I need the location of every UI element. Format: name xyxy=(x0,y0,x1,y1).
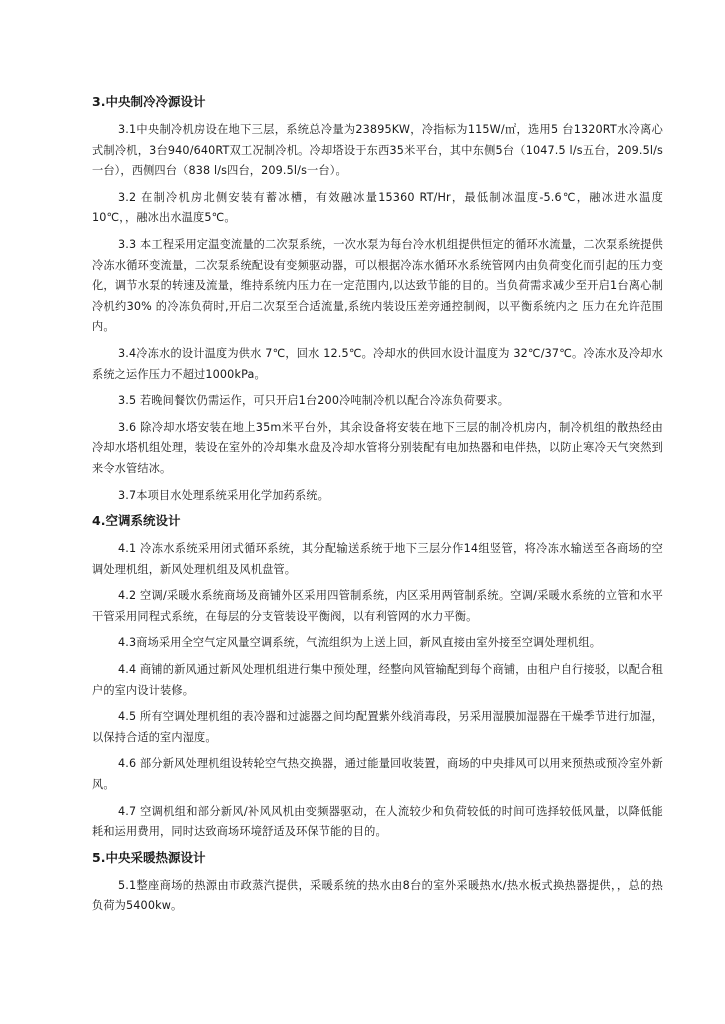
section-heading-3: 3.中央制冷冷源设计 xyxy=(92,94,206,109)
paragraph-3-2: 3.2 在制冷机房北侧安装有蓄冰槽，有效融冰量15360 RT/Hr，最低制冰温度-5.6℃，融冰进水温度10℃，，融冰出水温度5℃。 xyxy=(92,190,663,225)
paragraph-3-7: 3.7本项目水处理系统采用化学加药系统。 xyxy=(118,488,329,502)
paragraph-3-6: 3.6 除冷却水塔安装在地上35m米平台外，其余设备将安装在地下三层的制冷机房内，制冷机组的散热经由冷却水塔机组处理，装设在室外的冷却集水盘及冷却水管将分别装配有电加热器和电伴热，以防止寒冷天气突然到来令水管结冰。 xyxy=(92,420,663,475)
section-heading-4: 4.空调系统设计 xyxy=(92,513,181,529)
paragraph-4-3: 4.3商场采用全空气定风量空调系统，气流组织为上送上回，新风直接由室外接至空调处理机组。 xyxy=(118,636,602,650)
paragraph-4-5: 4.5 所有空调处理机组的表冷器和过滤器之间均配置紫外线消毒段，另采用湿膜加湿器在干燥季节进行加湿，以保持合适的室内湿度。 xyxy=(92,710,663,744)
paragraph-4-4: 4.4 商铺的新风通过新风处理机组进行集中预处理，经整向风管输配到每个商铺，由租户自行接驳，以配合租户的室内设计装修。 xyxy=(92,663,663,697)
section-heading-5: 5.中央采暖热源设计 xyxy=(92,849,206,865)
paragraph-4-1: 4.1 冷冻水系统采用闭式循环系统，其分配输送系统于地下三层分作14组竖管，将冷冻水输送至各商场的空调处理机组，新风处理机组及风机盘管。 xyxy=(92,542,663,576)
paragraph-3-4: 3.4冷冻水的设计温度为供水 7℃，回水 12.5℃。冷却水的供回水设计温度为 32℃/37℃。冷冻水及冷却水系统之运作压力不超过1000kPa。 xyxy=(92,346,663,381)
paragraph-3-5: 3.5 若晚间餐饮仍需运作，可只开启1台200冷吨制冷机以配合冷冻负荷要求。 xyxy=(118,394,510,408)
paragraph-4-2: 4.2 空调/采暖水系统商场及商铺外区采用四管制系统，内区采用两管制系统。空调/采暖水系统的立管和水平干管采用同程式系统，在每层的分支管装设平衡阀，以有利管网的水力平衡。 xyxy=(92,589,663,623)
paragraph-3-3: 3.3 本工程采用定温变流量的二次泵系统，一次水泵为每台冷水机组提供恒定的循环水流量，二次泵系统提供冷冻水循环变流量，二次泵系统配设有变频驱动器，可以根据冷冻水循环水系统管网内由负荷变化而引起的压力变化，调节水泵的转速及流量，维持系统内压力在一定范围内,以达致节能的目的。当负荷需求减少至开启1台离心制冷机约30% 的冷冻负荷时,开启二次泵至合适流量,系统内装设压差旁通控制阀，以平衡系统内之 压力在允许范围内。 xyxy=(92,237,663,334)
paragraph-4-7: 4.7 空调机组和部分新风/补风风机由变频器驱动，在人流较少和负荷较低的时间可选择较低风量，以降低能耗和运用费用，同时达致商场环境舒适及环保节能的目的。 xyxy=(92,804,663,839)
paragraph-5-1: 5.1整座商场的热源由市政蒸汽提供，采暖系统的热水由8台的室外采暖热水/热水板式换热器提供，，总的热负荷为5400kw。 xyxy=(92,878,663,913)
paragraph-4-6: 4.6 部分新风处理机组设转轮空气热交换器，通过能量回收装置，商场的中央排风可以用来预热或预冷室外新风。 xyxy=(92,757,663,792)
paragraph-3-1: 3.1中央制冷机房设在地下三层，系统总冷量为23895KW，冷指标为115W/㎡，选用5 台1320RT水冷离心式制冷机，3台940/640RT双工况制冷机。冷却塔设于东西35米平台，其中东侧5台（1047.5 l/s五台，209.5l/s一台），西侧四台（838 l/s四台，209.5l/s一台）。 xyxy=(92,123,663,178)
